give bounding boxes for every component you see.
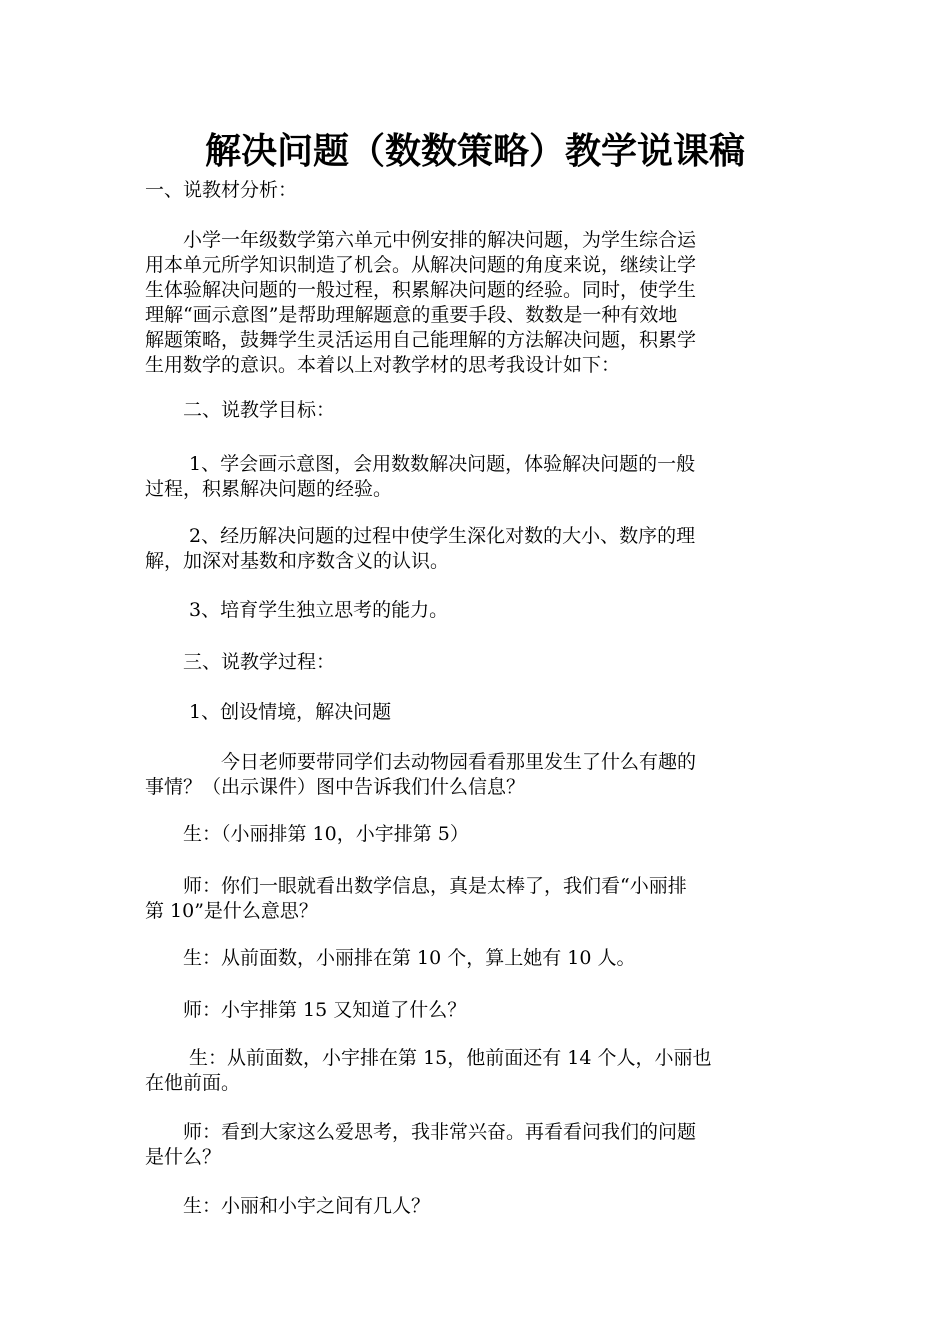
paragraph-s3 [145,650,807,675]
text-line: 解题策略，鼓舞学生灵活运用自己能理解的方法解决问题，积累学 [145,329,697,351]
text-line: 解，加深对基数和序数含义的认识。 [145,550,450,572]
paragraph-g1 [145,452,807,502]
paragraph-g3 [145,598,807,623]
text-line: 二、说教学目标： [145,399,336,421]
text-line: 1、创设情境，解决问题 [145,701,392,723]
paragraph-d2 [145,822,807,847]
paragraph-d4 [145,946,807,971]
text-line: 师：你们一眼就看出数学信息，真是太棒了，我们看“小丽排 [145,875,687,897]
text-line: 是什么？ [145,1146,222,1168]
text-line: 生：小丽和小宇之间有几人？ [145,1195,431,1217]
paragraph-d8 [145,1194,807,1219]
text-line: 第 10”是什么意思？ [145,900,318,922]
paragraph-d1 [145,750,807,800]
text-line: 用本单元所学知识制造了机会。从解决问题的角度来说，继续让学 [145,254,697,276]
text-line: 在他前面。 [145,1072,241,1094]
text-line: 一、说教材分析： [145,179,298,201]
paragraph-s2 [145,398,807,423]
paragraph-d3 [145,874,807,924]
text-line: 事情？（出示课件）图中告诉我们什么信息？ [145,776,526,798]
paragraph-d7 [145,1120,807,1170]
text-line: 理解“画示意图”是帮助理解题意的重要手段、数数是一种有效地 [145,304,678,326]
text-line: 师：小宇排第 15 又知道了什么？ [145,999,467,1021]
text-line: 生：从前面数，小宇排在第 15，他前面还有 14 个人，小丽也 [145,1047,712,1069]
document-title: 解决问题（数数策略）教学说课稿 [204,130,745,172]
text-line: 3、培育学生独立思考的能力。 [145,599,449,621]
text-line: 生：（小丽排第 10，小宇排第 5） [145,823,469,845]
text-line: 生：从前面数，小丽排在第 10 个，算上她有 10 人。 [145,947,636,969]
paragraph-c1 [145,700,807,725]
text-line: 小学一年级数学第六单元中例安排的解决问题，为学生综合运 [145,229,697,251]
text-line: 三、说教学过程： [145,651,336,673]
text-line: 今日老师要带同学们去动物园看看那里发生了什么有趣的 [145,751,697,773]
paragraph-d5 [145,998,807,1023]
text-line: 生用数学的意识。本着以上对教学材的思考我设计如下： [145,354,621,376]
text-line: 2、经历解决问题的过程中使学生深化对数的大小、数序的理 [145,525,696,547]
text-line: 生体验解决问题的一般过程，积累解决问题的经验。同时，使学生 [145,279,697,301]
text-line: 过程，积累解决问题的经验。 [145,478,393,500]
text-line: 师：看到大家这么爱思考，我非常兴奋。再看看问我们的问题 [145,1121,697,1143]
text-line: 1、学会画示意图，会用数数解决问题，体验解决问题的一般 [145,453,696,475]
paragraph-p1 [145,228,807,378]
paragraph-d6 [145,1046,807,1096]
paragraph-s1 [145,178,807,203]
paragraph-g2 [145,524,807,574]
